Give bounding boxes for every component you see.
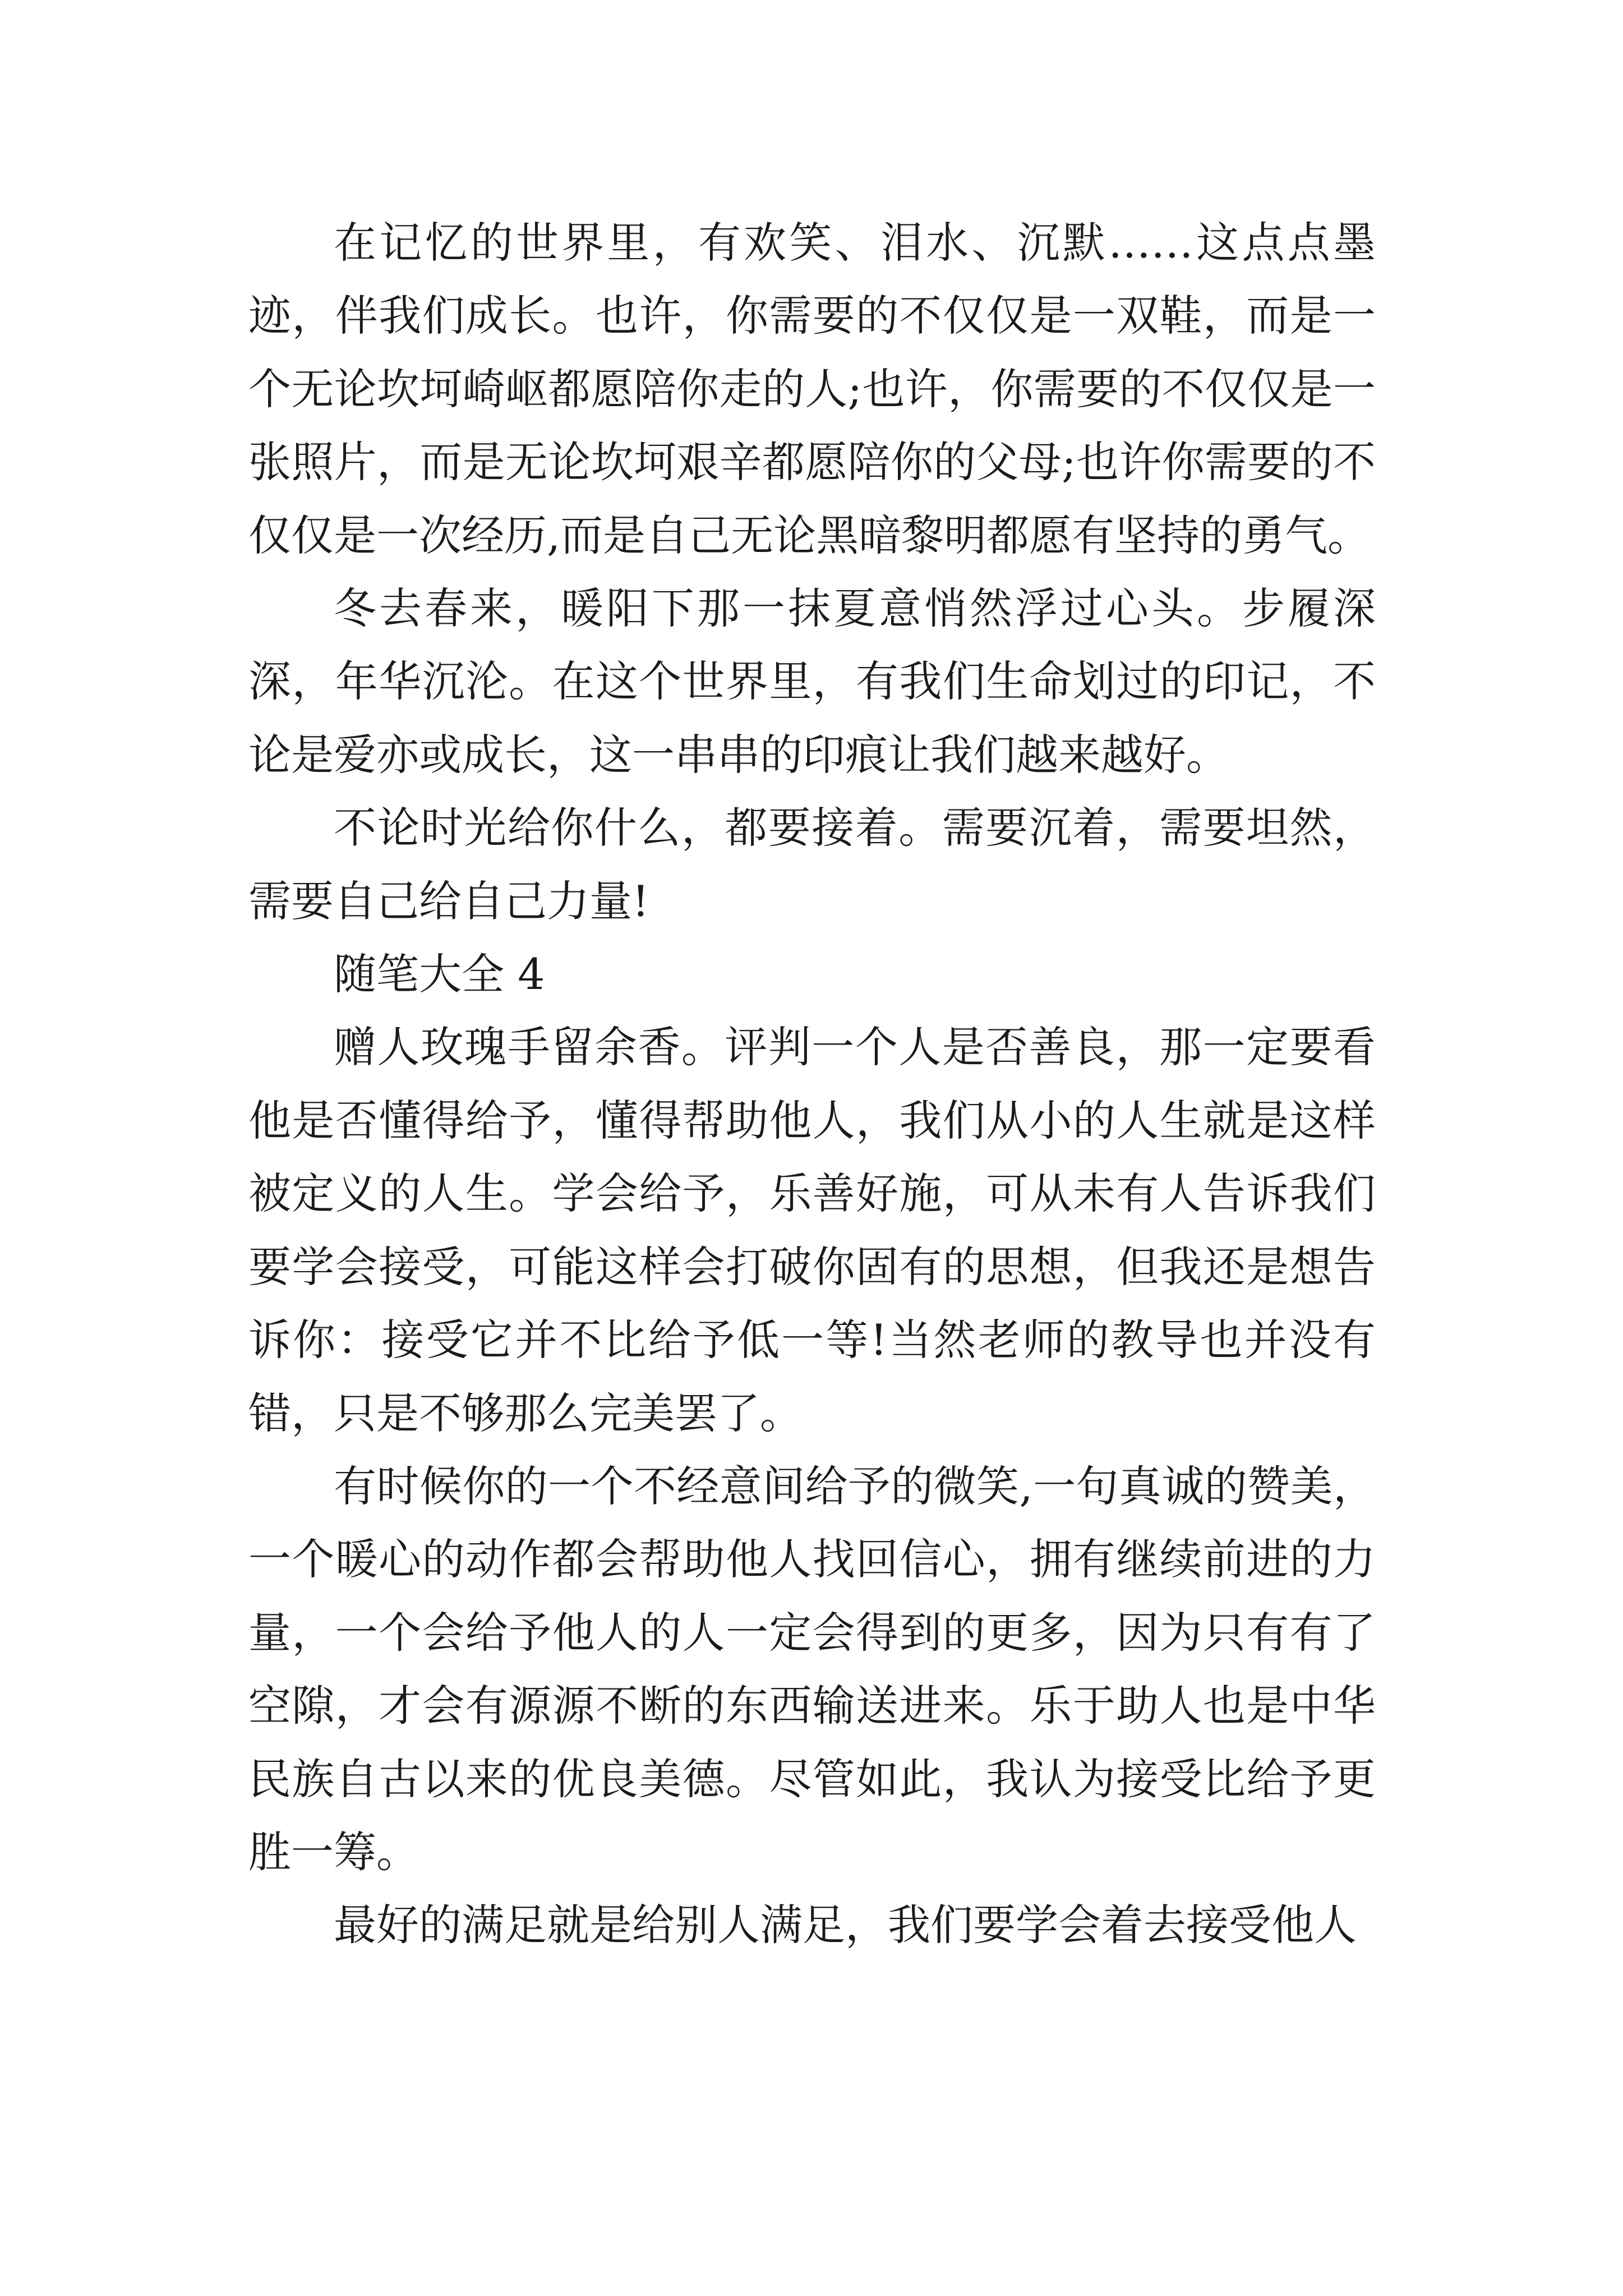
paragraph-memory: 在记忆的世界里，有欢笑、泪水、沉默……这点点墨迹，伴我们成长。也许，你需要的不仅仅是一双鞋，而是一个无论坎坷崎岖都愿陪你走的人;也许，你需要的不仅仅是一张照片，而是无论坎坷艰辛都愿陪你的父母;也许你需要的不仅仅是一次经历,而是自己无论黑暗黎明都愿有坚持的勇气。: [248, 218, 1376, 560]
paragraph-smile: 有时候你的一个不经意间给予的微笑,一句真诚的赞美，一个暖心的动作都会帮助他人找回信心，拥有继续前进的力量，一个会给予他人的人一定会得到的更多，因为只有有了空隙，才会有源源不断的东西输送进来。乐于助人也是中华民族自古以来的优良美德。尽管如此，我认为接受比给予更胜一筹。: [248, 1461, 1376, 1877]
section-heading: 随笔大全 4: [334, 949, 545, 1000]
paragraph-time: 不论时光给你什么，都要接着。需要沉着，需要坦然，需要自己给自己力量!: [248, 803, 1376, 926]
paragraph-spring: 冬去春来，暖阳下那一抹夏意悄然浮过心头。步履深深，年华沉沦。在这个世界里，有我们生命划过的印记，不论是爱亦或成长，这一串串的印痕让我们越来越好。: [248, 583, 1376, 780]
document-body: [248, 206, 1376, 1962]
paragraph-roses: 赠人玫瑰手留余香。评判一个人是否善良，那一定要看他是否懂得给予，懂得帮助他人，我们从小的人生就是这样被定义的人生。学会给予，乐善好施，可从未有人告诉我们要学会接受，可能这样会打破你固有的思想，但我还是想告诉你：接受它并不比给予低一等!当然老师的教导也并没有错，只是不够那么完美罢了。: [248, 1022, 1376, 1438]
paragraph-satisfaction: 最好的满足就是给别人满足，我们要学会着去接受他人: [334, 1900, 1357, 1950]
